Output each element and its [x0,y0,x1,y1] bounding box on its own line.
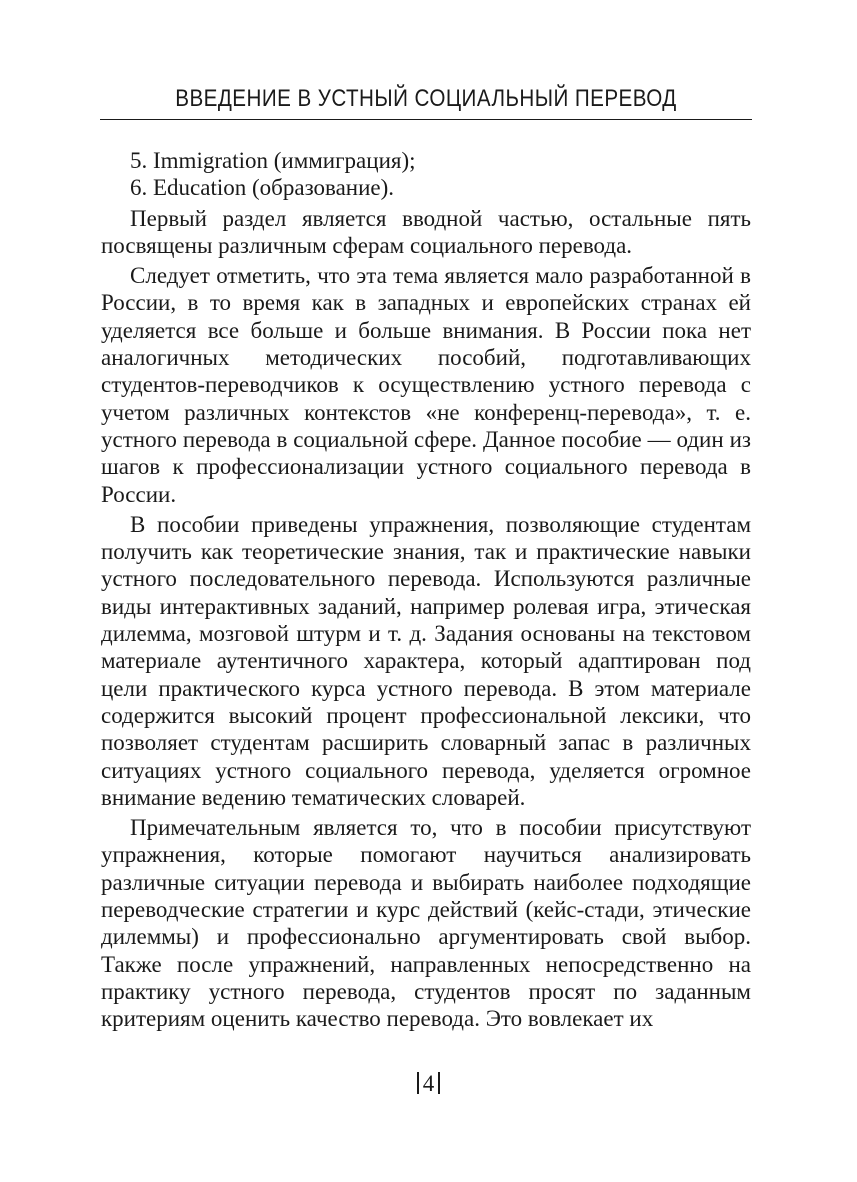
folio-right-bar [438,1072,440,1094]
paragraph: Первый раздел является вводной частью, остальные пять посвящены различным сферам социального перевода. [101,205,751,258]
body-text [101,147,751,1033]
running-head-title: ВВЕДЕНИЕ В УСТНЫЙ СОЦИАЛЬНЫЙ ПЕРЕВОД [175,85,677,112]
header-rule [100,119,752,120]
page-number [0,1070,857,1098]
paragraph: В пособии приведены упражнения, позволяющие студентам получить как теоретические знания, так и практические навыки устного последовательного перевода. Используются различные виды интерактивных заданий, например ролевая игра, этическая дилемма, мозговой штурм и т. д. Задания основаны на текстовом материале аутентичного характера, который адаптирован под цели практического курса устного перевода. В этом материале содержится высокий процент профессиональной лексики, что позволяет студентам расширить словарный запас в различных ситуациях устного социального перевода, уделяется огромное внимание ведению тематических словарей. [101,511,751,810]
paragraph: Примечательным является то, что в пособии присутствуют упражнения, которые помогают научиться анализировать различные ситуации перевода и выбирать наиболее подходящие переводческие стратегии и курс действий (кейс-стади, этические дилеммы) и профессионально аргументировать свой выбор. Также после упражнений, направленных непосредственно на практику устного перевода, студентов просят по заданным критериям оценить качество перевода. Это вовлекает их [101,815,751,1032]
paragraph: Следует отметить, что эта тема является мало разработанной в России, в то время как в западных и европейских странах ей уделяется все больше и больше внимания. В России пока нет аналогичных методических пособий, подготавливающих студентов-переводчиков к осуществлению устного перевода с учетом различных контекстов «не конференц-перевода», т. е. устного перевода в социальной сфере. Данное пособие — один из шагов к профессионализации устного социального перевода в России. [101,263,751,507]
page-number-value: 4 [422,1071,435,1096]
list-item: 5. Immigration (иммиграция); [130,148,416,173]
folio-left-bar [417,1072,419,1094]
list-item: 6. Education (образование). [130,175,395,201]
